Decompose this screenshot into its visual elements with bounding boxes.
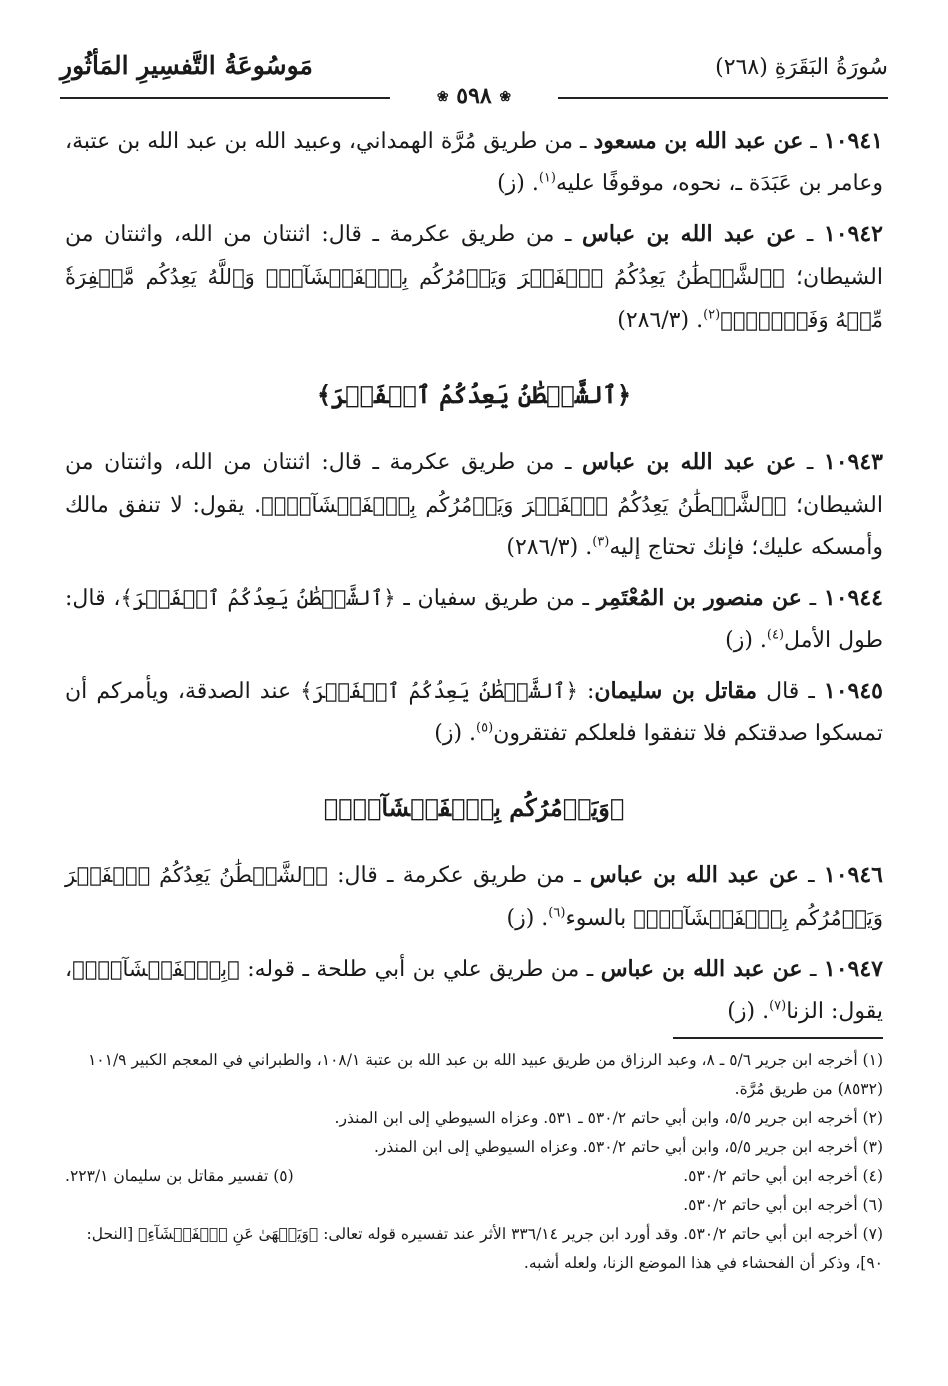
page-header xyxy=(60,51,888,109)
narrator: عن عبد الله بن مسعود xyxy=(593,128,804,154)
narrator: عن عبد الله بن عباس xyxy=(600,956,803,982)
entry-number: ١٠٩٤٧ xyxy=(823,956,883,982)
entry-text-2: ، يقول: الزنا xyxy=(65,957,883,1024)
entry-text: ـ من طريق عكرمة ـ قال: اثنتان من الله، واثنتان من الشيطان؛ xyxy=(65,450,883,518)
footnote-ref[interactable]: (٣) xyxy=(592,534,610,550)
entry-text-2: عند الصدقة، ويأمركم أن تمسكوا صدقتكم فلا تنفقوا فلعلكم تفتقرون xyxy=(65,679,883,746)
entry-text: ـ من طريق مُرَّة الهمداني، وعبيد الله بن عبد الله بن عتبة، وعامر بن عَبَدَة ـ، نحوه، موقوفًا عليه xyxy=(65,129,883,196)
footnote-7: (٧) أخرجه ابن أبي حاتم ٥٣٠/٢. وقد أورد ابن جرير ٣٣٦/١٤ الأثر عند تفسيره قوله تعالى: ﴿وَيَنۡهَىٰ عَنِ ٱلۡفَحۡشَآءِ﴾ [النحل: ٩٠]، وذكر أن الفحشاء في هذا الموضع الزنا، ولعله أشبه. xyxy=(86,1225,883,1272)
narrator: عن عبد الله بن عباس xyxy=(581,449,797,475)
entry-text-2: . يقول: لا تنفق مالك وأمسكه عليك؛ فإنك تحتاج إليه xyxy=(65,493,883,560)
entry-text-2: بالسوء xyxy=(565,906,634,931)
footnotes xyxy=(65,1046,883,1278)
entry-tail: . (ز) xyxy=(727,999,770,1024)
footnote-5: (٥) تفسير مقاتل بن سليمان ٢٢٣/١. xyxy=(65,1167,294,1185)
footnote-row-4-5 xyxy=(65,1162,883,1191)
footnote-ref[interactable]: (٧) xyxy=(769,998,787,1014)
footnote-ref[interactable]: (١) xyxy=(538,170,556,186)
entry-10947: ١٠٩٤٧ ـ عن عبد الله بن عباس ـ من طريق علي بن أبي طلحة ـ قوله: ﴿بِٱلۡفَحۡشَآءِۖ﴾، يقول: الزنا$^{(٧)}$. (ز) xyxy=(65,956,883,1024)
entry-number: ١٠٩٤١ xyxy=(823,128,883,154)
entry-number: ١٠٩٤٥ xyxy=(823,678,883,704)
quran-verse: ﴿ٱلشَّيۡطَٰنُ يَعِدُكُمُ ٱلۡفَقۡرَ وَيَأۡمُرُكُم بِٱلۡفَحۡشَآءِۖ﴾ xyxy=(65,863,883,930)
ornament-icon: ❀ xyxy=(436,89,449,105)
footnote-6: (٦) أخرجه ابن أبي حاتم ٥٣٠/٢. xyxy=(683,1196,883,1214)
entry-10944: ١٠٩٤٤ ـ عن منصور بن المُعْتَمِر ـ من طريق سفيان ـ ﴿ٱلشَّيۡطَٰنُ يَعِدُكُمُ ٱلۡفَقۡرَ﴾، قال: طول الأمل$^{(٤)}$. (ز) xyxy=(65,585,883,653)
footnote-3: (٣) أخرجه ابن جرير ٥/٥، وابن أبي حاتم ٥٣٠/٢. وعزاه السيوطي إلى ابن المنذر. xyxy=(373,1138,883,1156)
quran-verse: ﴿ٱلشَّيۡطَٰنُ يَعِدُكُمُ ٱلۡفَقۡرَ﴾ xyxy=(300,679,578,703)
entry-number: ١٠٩٤٦ xyxy=(823,862,883,888)
main-text xyxy=(65,120,883,1041)
entry-text: ـ من طريق عكرمة ـ قال: xyxy=(327,863,590,888)
narrator: عن منصور بن المُعْتَمِر xyxy=(596,585,802,611)
entry-tail: . (٢٨٦/٣) xyxy=(506,535,593,560)
entry-text: ـ من طريق سفيان ـ xyxy=(395,586,597,611)
footnote-ref[interactable]: (٤) xyxy=(766,627,785,643)
section-heading: ﴿وَيَأۡمُرُكُم بِٱلۡفَحۡشَآءِۖ﴾ xyxy=(323,793,625,822)
entry-number: ١٠٩٤٤ xyxy=(823,585,883,611)
footnote-divider xyxy=(673,1037,883,1039)
page-number: ٥٩٨ xyxy=(456,83,492,109)
footnote-4: (٤) أخرجه ابن أبي حاتم ٥٣٠/٢. xyxy=(683,1167,883,1185)
entry-prefix: ـ قال xyxy=(757,679,824,704)
footnote-ref[interactable]: (٦) xyxy=(548,905,566,921)
entry-10941: ١٠٩٤١ ـ عن عبد الله بن مسعود ـ من طريق مُرَّة الهمداني، وعبيد الله بن عبد الله بن عتبة، وعامر بن عَبَدَة ـ، نحوه، موقوفًا عليه$^{(١)}$. (ز) xyxy=(65,128,883,196)
entry-text: ـ من طريق علي بن أبي طلحة ـ قوله: xyxy=(239,957,601,982)
quran-verse: ﴿بِٱلۡفَحۡشَآءِۖ﴾ xyxy=(72,957,240,981)
entry-tail: . (٢٨٦/٣) xyxy=(617,308,704,333)
ornament-icon: ❀ xyxy=(499,89,512,105)
narrator: عن عبد الله بن عباس xyxy=(581,221,797,247)
surah-label: سُورَةُ البَقَرَةِ (٢٦٨) xyxy=(715,55,888,80)
page-number-block xyxy=(60,83,888,109)
entry-10943: ١٠٩٤٣ ـ عن عبد الله بن عباس ـ من طريق عكرمة ـ قال: اثنتان من الله، واثنتان من الشيطان؛ ﴿ٱلشَّيۡطَٰنُ يَعِدُكُمُ ٱلۡفَقۡرَ وَيَأۡمُرُكُم بِٱلۡفَحۡشَآءِۖ﴾. يقول: لا تنفق مالك وأمسكه عليك؛ فإنك تحتاج إليه$^{(٣)}$. (٢٨٦/٣) xyxy=(65,449,883,560)
entry-tail: . (ز) xyxy=(506,906,549,931)
section-heading: ﴿ٱلشَّيۡطَٰنُ يَعِدُكُمُ ٱلۡفَقۡرَ﴾ xyxy=(316,380,632,409)
entry-10945 xyxy=(65,670,883,755)
entry-number: ١٠٩٤٣ xyxy=(823,449,883,475)
entry-10946: ١٠٩٤٦ ـ عن عبد الله بن عباس ـ من طريق عكرمة ـ قال: ﴿ٱلشَّيۡطَٰنُ يَعِدُكُمُ ٱلۡفَقۡرَ وَيَأۡمُرُكُم بِٱلۡفَحۡشَآءِۖ﴾ بالسوء$^{(٦)}$. (ز) xyxy=(65,862,883,931)
quran-verse: ﴿ٱلشَّيۡطَٰنُ يَعِدُكُمُ ٱلۡفَقۡرَ وَيَأۡمُرُكُم بِٱلۡفَحۡشَآءِۖ﴾ xyxy=(261,493,787,517)
entry-text: ـ من طريق عكرمة ـ قال: اثنتان من الله، واثنتان من الشيطان؛ xyxy=(65,222,883,290)
narrator: عن عبد الله بن عباس xyxy=(589,862,799,888)
entry-number: ١٠٩٤٢ xyxy=(823,221,883,247)
quran-verse: ﴿ٱلشَّيۡطَٰنُ يَعِدُكُمُ ٱلۡفَقۡرَ﴾ xyxy=(120,586,396,610)
entry-10942: ١٠٩٤٢ ـ عن عبد الله بن عباس ـ من طريق عكرمة ـ قال: اثنتان من الله، واثنتان من الشيطان؛ ﴿ٱلشَّيۡطَٰنُ يَعِدُكُمُ ٱلۡفَقۡرَ وَيَأۡمُرُكُم بِٱلۡفَحۡشَآءِۖ وَٱللَّهُ يَعِدُكُم مَّغۡفِرَةٗ مِّنۡهُ وَفَضۡلٗاۗ﴾$^{(٢)}$. (٢٨٦/٣) xyxy=(65,221,883,333)
entry-text: : xyxy=(577,679,595,704)
footnote-ref[interactable]: (٥) xyxy=(476,720,494,736)
footnote-1: (١) أخرجه ابن جرير ٥/٦ ـ ٨، وعبد الرزاق من طريق عبيد الله بن عبد الله بن عتبة ١٠٨/١، والطبراني في المعجم الكبير ١٠١/٩ (٨٥٣٢) من طريق مُرَّة. xyxy=(87,1051,883,1098)
quran-verse: ﴿ٱلشَّيۡطَٰنُ يَعِدُكُمُ ٱلۡفَقۡرَ وَيَأۡمُرُكُم بِٱلۡفَحۡشَآءِۖ وَٱللَّهُ يَعِدُكُم مَّغۡفِرَةٗ مِّنۡهُ وَفَضۡلٗاۗ﴾ xyxy=(65,265,883,332)
entry-tail: . (ز) xyxy=(434,721,477,746)
entry-tail: . (ز) xyxy=(725,628,767,653)
footnote-2: (٢) أخرجه ابن جرير ٥/٥، وابن أبي حاتم ٥٣٠/٢ ـ ٥٣١. وعزاه السيوطي إلى ابن المنذر. xyxy=(334,1109,883,1127)
entry-text-2: ، قال: طول الأمل xyxy=(65,586,883,653)
book-title: مَوسُوعَةُ التَّفسِيرِ المَأثُورِ xyxy=(60,51,313,80)
narrator: مقاتل بن سليمان xyxy=(594,678,758,704)
footnote-ref[interactable]: (٢) xyxy=(703,307,721,323)
entry-tail: . (ز) xyxy=(497,171,539,196)
